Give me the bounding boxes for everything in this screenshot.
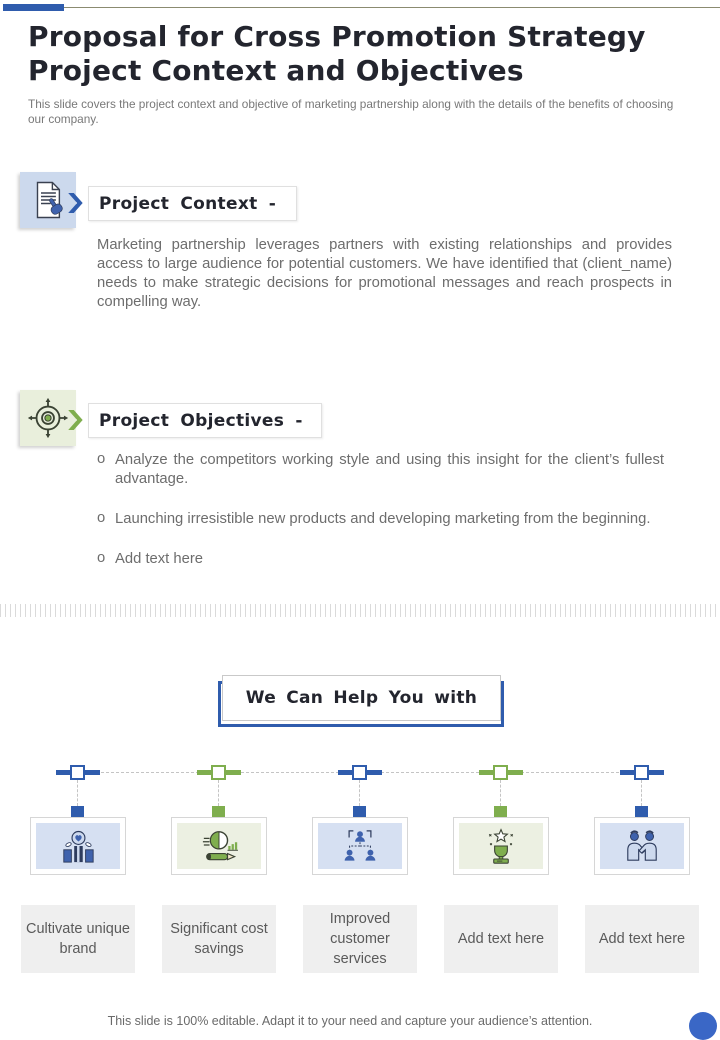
timeline-connector-line: [359, 780, 360, 806]
footer-dot: [689, 1012, 717, 1040]
bullet-marker: o: [97, 451, 106, 467]
benefits-timeline: [0, 765, 720, 980]
bullet-marker: o: [97, 550, 106, 566]
help-banner: [218, 675, 504, 727]
list-item: [97, 510, 664, 529]
benefit-label: Cultivate unique brand: [21, 905, 135, 973]
benefit-label: Significant cost savings: [162, 905, 276, 973]
chevron-right-icon: [68, 193, 84, 213]
page-title-line1: Proposal for Cross Promotion Strategy: [28, 20, 646, 53]
timeline-node-square: [634, 765, 649, 780]
bullet-text: Add text here: [115, 551, 204, 567]
context-heading-box: [88, 186, 297, 221]
brand-chart-icon: [57, 828, 99, 864]
objectives-heading-box: [88, 403, 322, 438]
timeline-node-square: [493, 765, 508, 780]
timeline-node-square: [70, 765, 85, 780]
timeline-item: [585, 765, 699, 980]
objectives-heading: Project Objectives -: [99, 410, 303, 431]
document-touch-icon: [27, 177, 69, 223]
context-paragraph: Marketing partnership leverages partners with existing relationships and provides access to large audience for potential customers. We have identified that (client_name) needs to make strategic decisions for promotional messages and reach prospects in compelling way.: [97, 237, 672, 310]
benefit-card-tint: [177, 823, 261, 869]
benefit-card: [30, 817, 126, 875]
footer-note: This slide is 100% editable. Adapt it to your need and capture your audience’s attention.: [107, 1014, 593, 1028]
top-accent-bar: [3, 4, 64, 11]
dotted-divider: [0, 604, 720, 617]
page-title: [28, 20, 688, 88]
help-banner-face: [222, 675, 501, 721]
benefit-card: [312, 817, 408, 875]
timeline-connector-line: [500, 780, 501, 806]
context-heading: Project Context -: [99, 193, 277, 214]
customer-network-icon: [339, 828, 381, 864]
timeline-item: [303, 765, 417, 980]
bullet-marker: o: [97, 510, 106, 526]
target-icon: [26, 396, 70, 440]
benefit-card-tint: [318, 823, 402, 869]
trophy-icon: [481, 827, 521, 865]
benefit-label: Improved customer services: [303, 905, 417, 973]
timeline-item: [444, 765, 558, 980]
benefit-card-tint: [459, 823, 543, 869]
benefit-card: [171, 817, 267, 875]
benefit-label: Add text here: [585, 905, 699, 973]
list-item: [97, 451, 664, 489]
idea-savings-icon: [198, 828, 240, 864]
page-subtitle: This slide covers the project context and objective of marketing partnership along with the details of the benefits of choosing our company.: [28, 97, 674, 126]
timeline-item: [162, 765, 276, 980]
objectives-list: [97, 451, 664, 590]
list-item: [97, 550, 664, 569]
timeline-connector-line: [77, 780, 78, 806]
benefit-card-tint: [600, 823, 684, 869]
top-rule-line: [64, 7, 720, 8]
benefit-card-tint: [36, 823, 120, 869]
timeline-connector-line: [641, 780, 642, 806]
benefit-card: [453, 817, 549, 875]
benefit-label: Add text here: [444, 905, 558, 973]
timeline-node-square: [211, 765, 226, 780]
timeline-connector-line: [218, 780, 219, 806]
benefit-card: [594, 817, 690, 875]
timeline-item: [21, 765, 135, 980]
chevron-right-icon: [68, 410, 84, 430]
bullet-text: Launching irresistible new products and developing marketing from the beginning.: [115, 511, 651, 527]
partnership-icon: [621, 828, 663, 864]
page-title-line2: Project Context and Objectives: [28, 54, 524, 87]
bullet-text: Analyze the competitors working style and using this insight for the client’s fullest advantage.: [115, 452, 664, 487]
help-heading: We Can Help You with: [245, 688, 478, 708]
timeline-node-square: [352, 765, 367, 780]
